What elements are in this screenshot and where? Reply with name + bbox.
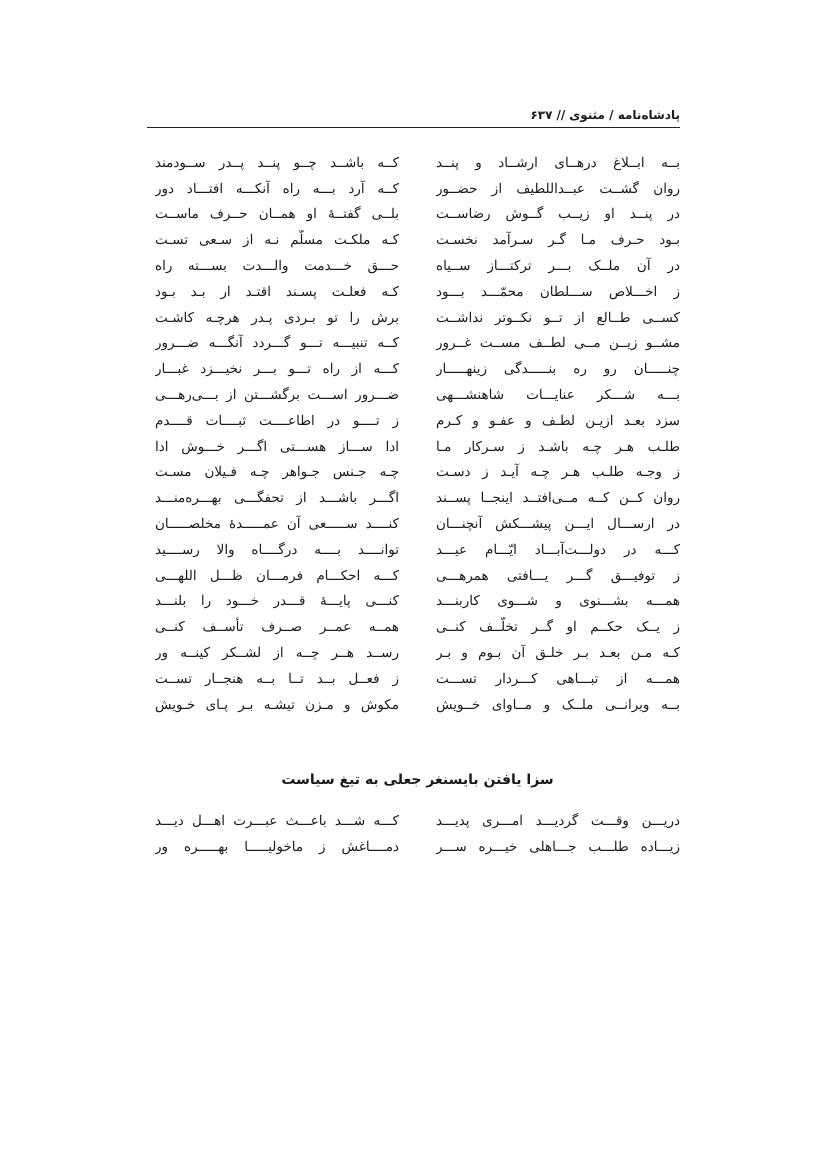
hemistich-left: کــه آرد بـــه راه آنکـــه افتـــاد دور xyxy=(155,180,399,197)
poem-block-main xyxy=(155,150,680,718)
verse-couplet xyxy=(155,640,680,666)
hemistich-left: کنــــد ســـــعی آن عمـــــدهٔ مخلصـــــان xyxy=(155,516,399,533)
hemistich-left: کـــه شـــد باعـــث عبـــرت اهـــل دیـــد xyxy=(155,812,399,829)
hemistich-right: همـــه از تبـــاهی کـــردار تســـت xyxy=(436,670,680,687)
hemistich-left: چـه جـنس جـواهر چـه فـیلان مسـت xyxy=(155,464,399,481)
hemistich-left: کـه فعلـت پسـند اقتـد ار بـد بـود xyxy=(155,283,399,300)
verse-couplet xyxy=(155,563,680,589)
header-title: پادشاه‌نامه / مثنوی xyxy=(569,108,680,122)
verse-couplet xyxy=(155,614,680,640)
hemistich-right: روان گشــت عبــداللطیف از حضــور xyxy=(436,180,680,197)
hemistich-right: ز اخـــلاص ســـلطان محمّـــد بـــود xyxy=(436,283,680,300)
hemistich-right: بـود حـرف مـا گـر سـرآمد نخسـت xyxy=(436,232,680,249)
hemistich-left: کـــه از راه تـــو بـــر نخیـــزد غبـــار xyxy=(155,361,399,378)
hemistich-right: طلـب هـر چـه باشـد ز سـرکار مـا xyxy=(436,438,680,455)
verse-couplet xyxy=(155,408,680,434)
verse-couplet xyxy=(155,150,680,176)
header-separator: // xyxy=(556,108,566,122)
verse-couplet xyxy=(155,176,680,202)
hemistich-left: حـــق خـــدمت والـــدت بســـته راه xyxy=(155,258,399,275)
hemistich-right: ز توفیـــق گـــر یـــافتی همرهـــی xyxy=(436,567,680,584)
hemistich-left: دمــــاغش ز ماخولیـــــا بهـــــره ور xyxy=(155,838,399,855)
verse-couplet xyxy=(155,253,680,279)
hemistich-right: ز یــک حکــم او گــر تخلّــف کنــی xyxy=(436,619,680,636)
hemistich-right: کـــه در دولـــت‌آبـــاد ایّـــام عیـــد xyxy=(436,541,680,558)
page-number: ۶۳۷ xyxy=(530,108,553,122)
verse-couplet xyxy=(155,485,680,511)
hemistich-left: ز تــــو در اطاعــــت ثبــــات قــــدم xyxy=(155,412,399,429)
hemistich-left: ز فعــل بــد تــا بــه هنجــار تســت xyxy=(155,670,399,687)
hemistich-right: در آن ملــک بـــر ترکتـــاز ســیاه xyxy=(436,258,680,275)
verse-couplet xyxy=(155,305,680,331)
hemistich-left: همــه عمــر صــرف تأســف کنــی xyxy=(155,619,399,636)
hemistich-left: ضـــرور اســـت برگشـــتن از بـــی‌رهـــی xyxy=(155,387,399,404)
hemistich-right: در ارســـال ایـــن پیشـــکش آنچنـــان xyxy=(436,516,680,533)
hemistich-right: در پنــد او زیــب گــوش رضاســت xyxy=(436,206,680,223)
hemistich-left: برش را تو بـردی پـدر هرچـه کاشـت xyxy=(155,309,399,326)
running-header xyxy=(147,103,680,128)
hemistich-right: بــه ابــلاغ درهــای ارشــاد و پنــد xyxy=(436,154,680,171)
section-title: سزا یافتن بایسنغر جعلی به تیغ سیاست xyxy=(281,772,554,788)
hemistich-left: مکوش و مـزن تیشـه بـر پـای خـویش xyxy=(155,696,399,713)
verse-couplet xyxy=(155,227,680,253)
verse-couplet xyxy=(155,834,680,860)
hemistich-left: رســد هــر چــه از لشــکر کینــه ور xyxy=(155,645,399,662)
verse-couplet xyxy=(155,692,680,718)
hemistich-right: کســی طــالع از تــو نکــوتر نداشــت xyxy=(436,309,680,326)
verse-couplet xyxy=(155,666,680,692)
hemistich-right: چنـــــان رو ره بنـــــدگی زینهـــــار xyxy=(436,361,680,378)
verse-couplet xyxy=(155,356,680,382)
hemistich-right: دریـــن وقـــت گردیـــد امـــری پدیـــد xyxy=(436,812,680,829)
hemistich-right: روان کــن کــه مــی‌افتــد اینجــا پســند xyxy=(436,490,680,507)
hemistich-left: کــه باشــد چــو پنــد پــدر ســودمند xyxy=(155,154,399,171)
verse-couplet xyxy=(155,202,680,228)
hemistich-left: توانــــد بــــه درگــــاه والا رســــید xyxy=(155,541,399,558)
hemistich-right: بــه ویرانــی ملــک و مــاوای خــویش xyxy=(436,696,680,713)
verse-couplet xyxy=(155,808,680,834)
hemistich-left: کــه تنبیـــه تـــو گـــردد آنگـــه ضـــرور xyxy=(155,335,399,352)
hemistich-right: بـــه شـــکر عنایـــات شاهنشـــهی xyxy=(436,387,680,404)
verse-couplet xyxy=(155,589,680,615)
verse-couplet xyxy=(155,331,680,357)
verse-couplet xyxy=(155,511,680,537)
hemistich-left: کـــه احکـــام فرمـــان ظـــل اللهـــی xyxy=(155,567,399,584)
hemistich-left: اگـــر باشـــد از تحفگـــی بهـــره‌منـــد xyxy=(155,490,399,507)
verse-couplet xyxy=(155,279,680,305)
verse-couplet xyxy=(155,460,680,486)
hemistich-left: کـه ملکـت مسلّم نـه از سـعی تسـت xyxy=(155,232,399,249)
hemistich-left: کنـــی پایـــهٔ قـــدر خـــود را بلنـــد xyxy=(155,593,399,610)
hemistich-right: همـــه بشـــنوی و شـــوی کاربنـــد xyxy=(436,593,680,610)
poem-block-second xyxy=(155,808,680,860)
hemistich-right: ز وجـه طلـب هـر چـه آیـد ز دسـت xyxy=(436,464,680,481)
hemistich-left: بلــی گفتــهٔ او همــان حــرف ماســت xyxy=(155,206,399,223)
hemistich-left: ادا ســـاز هســـتی اگـــر خـــوش ادا xyxy=(155,438,399,455)
verse-couplet xyxy=(155,537,680,563)
hemistich-right: زیـــاده طلـــب جـــاهلی خیـــره ســـر xyxy=(436,838,680,855)
hemistich-right: مشــو زیــن مــی لطــف مســت غــرور xyxy=(436,335,680,352)
verse-couplet xyxy=(155,382,680,408)
hemistich-right: کـه مـن بعـد بـر خلـق آن بـوم و بـر xyxy=(436,645,680,662)
verse-couplet xyxy=(155,434,680,460)
hemistich-right: سزد بعـد ازیـن لطـف و عفـو و کـرم xyxy=(436,412,680,429)
